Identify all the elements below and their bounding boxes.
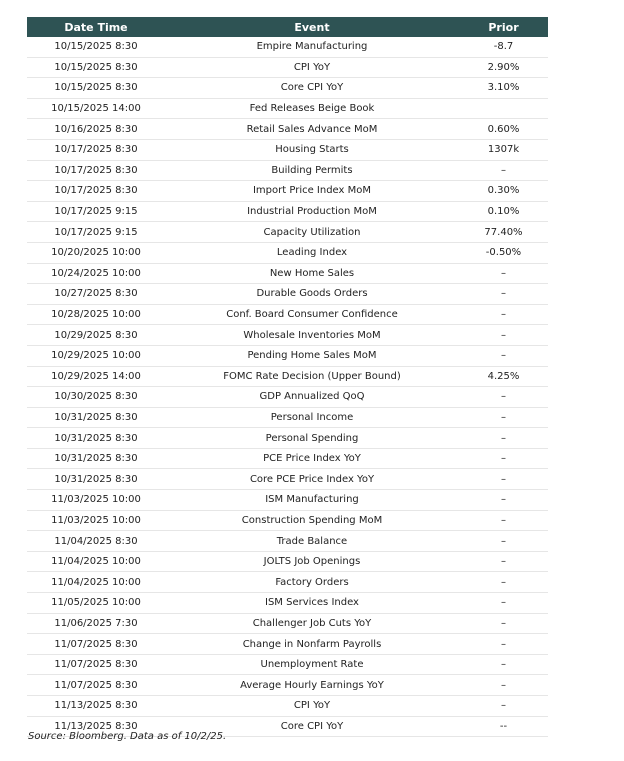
cell-event: ISM Manufacturing	[165, 490, 459, 511]
cell-date-time: 10/17/2025 8:30	[27, 139, 165, 160]
table-row	[27, 510, 548, 531]
cell-event: Average Hourly Earnings YoY	[165, 675, 459, 696]
table-row	[27, 201, 548, 222]
table-row	[27, 654, 548, 675]
table-row	[27, 613, 548, 634]
table-row	[27, 551, 548, 572]
cell-prior: 0.30%	[459, 181, 548, 202]
cell-date-time: 10/17/2025 8:30	[27, 160, 165, 181]
cell-date-time: 10/31/2025 8:30	[27, 428, 165, 449]
table-row	[27, 57, 548, 78]
cell-date-time: 11/07/2025 8:30	[27, 675, 165, 696]
cell-prior: –	[459, 407, 548, 428]
cell-event: Core PCE Price Index YoY	[165, 469, 459, 490]
cell-date-time: 11/04/2025 10:00	[27, 572, 165, 593]
table-row	[27, 119, 548, 140]
cell-prior: –	[459, 593, 548, 614]
column-header-event: Event	[165, 17, 459, 37]
cell-date-time: 10/15/2025 8:30	[27, 37, 165, 57]
cell-date-time: 10/17/2025 9:15	[27, 222, 165, 243]
cell-date-time: 10/15/2025 8:30	[27, 78, 165, 99]
table-row	[27, 78, 548, 99]
table-row	[27, 469, 548, 490]
cell-prior: 4.25%	[459, 366, 548, 387]
cell-event: Capacity Utilization	[165, 222, 459, 243]
cell-event: Core CPI YoY	[165, 716, 459, 737]
cell-prior: –	[459, 654, 548, 675]
cell-date-time: 10/31/2025 8:30	[27, 407, 165, 428]
cell-date-time: 10/17/2025 9:15	[27, 201, 165, 222]
table-body	[27, 37, 548, 737]
cell-event: Unemployment Rate	[165, 654, 459, 675]
column-header-date-time: Date Time	[27, 17, 165, 37]
table-row	[27, 490, 548, 511]
cell-prior: –	[459, 613, 548, 634]
cell-prior: –	[459, 428, 548, 449]
table-row	[27, 222, 548, 243]
table-row	[27, 242, 548, 263]
economic-calendar	[27, 17, 548, 737]
cell-date-time: 10/31/2025 8:30	[27, 448, 165, 469]
header-row	[27, 17, 548, 37]
cell-prior: –	[459, 160, 548, 181]
cell-date-time: 11/06/2025 7:30	[27, 613, 165, 634]
cell-event: Import Price Index MoM	[165, 181, 459, 202]
table-row	[27, 572, 548, 593]
cell-event: Conf. Board Consumer Confidence	[165, 304, 459, 325]
cell-prior: –	[459, 490, 548, 511]
cell-prior: –	[459, 531, 548, 552]
cell-prior: 3.10%	[459, 78, 548, 99]
cell-date-time: 11/03/2025 10:00	[27, 510, 165, 531]
column-header-prior: Prior	[459, 17, 548, 37]
table-row	[27, 675, 548, 696]
cell-event: Construction Spending MoM	[165, 510, 459, 531]
cell-date-time: 10/28/2025 10:00	[27, 304, 165, 325]
table-row	[27, 325, 548, 346]
cell-event: JOLTS Job Openings	[165, 551, 459, 572]
cell-prior: –	[459, 448, 548, 469]
table-row	[27, 407, 548, 428]
cell-event: Leading Index	[165, 242, 459, 263]
cell-prior	[459, 98, 548, 119]
cell-date-time: 10/29/2025 14:00	[27, 366, 165, 387]
table-row	[27, 181, 548, 202]
cell-event: Trade Balance	[165, 531, 459, 552]
table-row	[27, 448, 548, 469]
table-row	[27, 37, 548, 57]
cell-prior: –	[459, 675, 548, 696]
cell-prior: –	[459, 284, 548, 305]
cell-event: CPI YoY	[165, 696, 459, 717]
cell-event: Core CPI YoY	[165, 78, 459, 99]
cell-date-time: 10/15/2025 8:30	[27, 57, 165, 78]
cell-event: Personal Spending	[165, 428, 459, 449]
cell-date-time: 10/27/2025 8:30	[27, 284, 165, 305]
cell-prior: –	[459, 572, 548, 593]
cell-date-time: 11/03/2025 10:00	[27, 490, 165, 511]
cell-date-time: 11/13/2025 8:30	[27, 716, 165, 737]
table-row	[27, 139, 548, 160]
cell-prior: 2.90%	[459, 57, 548, 78]
cell-prior: –	[459, 387, 548, 408]
cell-prior: 0.10%	[459, 201, 548, 222]
cell-prior: 1307k	[459, 139, 548, 160]
cell-date-time: 10/20/2025 10:00	[27, 242, 165, 263]
table-header	[27, 17, 548, 37]
cell-date-time: 10/15/2025 14:00	[27, 98, 165, 119]
cell-prior: –	[459, 304, 548, 325]
cell-event: Building Permits	[165, 160, 459, 181]
table-row	[27, 345, 548, 366]
cell-date-time: 10/29/2025 8:30	[27, 325, 165, 346]
table-row	[27, 304, 548, 325]
table-row	[27, 634, 548, 655]
table-row	[27, 160, 548, 181]
cell-prior: –	[459, 510, 548, 531]
cell-prior: –	[459, 696, 548, 717]
table-row	[27, 387, 548, 408]
cell-event: Pending Home Sales MoM	[165, 345, 459, 366]
cell-date-time: 10/30/2025 8:30	[27, 387, 165, 408]
cell-date-time: 10/24/2025 10:00	[27, 263, 165, 284]
cell-date-time: 10/16/2025 8:30	[27, 119, 165, 140]
cell-event: Challenger Job Cuts YoY	[165, 613, 459, 634]
cell-event: Retail Sales Advance MoM	[165, 119, 459, 140]
cell-event: Change in Nonfarm Payrolls	[165, 634, 459, 655]
cell-prior: –	[459, 551, 548, 572]
cell-event: Personal Income	[165, 407, 459, 428]
cell-prior: -8.7	[459, 37, 548, 57]
cell-prior: 0.60%	[459, 119, 548, 140]
cell-prior: –	[459, 469, 548, 490]
cell-event: Empire Manufacturing	[165, 37, 459, 57]
cell-prior: --	[459, 716, 548, 737]
cell-event: FOMC Rate Decision (Upper Bound)	[165, 366, 459, 387]
table-row	[27, 593, 548, 614]
source-note: Source: Bloomberg. Data as of 10/2/25.	[28, 731, 227, 742]
table-row	[27, 366, 548, 387]
cell-event: ISM Services Index	[165, 593, 459, 614]
cell-event: Wholesale Inventories MoM	[165, 325, 459, 346]
table-row	[27, 284, 548, 305]
cell-date-time: 11/07/2025 8:30	[27, 654, 165, 675]
cell-event: PCE Price Index YoY	[165, 448, 459, 469]
table-row	[27, 263, 548, 284]
table-row	[27, 696, 548, 717]
cell-date-time: 11/04/2025 10:00	[27, 551, 165, 572]
cell-event: CPI YoY	[165, 57, 459, 78]
cell-date-time: 10/17/2025 8:30	[27, 181, 165, 202]
cell-date-time: 11/05/2025 10:00	[27, 593, 165, 614]
cell-event: Fed Releases Beige Book	[165, 98, 459, 119]
cell-prior: 77.40%	[459, 222, 548, 243]
cell-prior: -0.50%	[459, 242, 548, 263]
table-row	[27, 98, 548, 119]
table-row	[27, 428, 548, 449]
cell-prior: –	[459, 345, 548, 366]
cell-event: Durable Goods Orders	[165, 284, 459, 305]
cell-event: Housing Starts	[165, 139, 459, 160]
cell-date-time: 11/07/2025 8:30	[27, 634, 165, 655]
cell-date-time: 10/31/2025 8:30	[27, 469, 165, 490]
cell-event: New Home Sales	[165, 263, 459, 284]
cell-date-time: 11/13/2025 8:30	[27, 696, 165, 717]
cell-prior: –	[459, 325, 548, 346]
table-row	[27, 531, 548, 552]
cell-date-time: 11/04/2025 8:30	[27, 531, 165, 552]
cell-event: Factory Orders	[165, 572, 459, 593]
cell-prior: –	[459, 263, 548, 284]
economic-calendar-table	[27, 17, 548, 737]
cell-event: Industrial Production MoM	[165, 201, 459, 222]
cell-date-time: 10/29/2025 10:00	[27, 345, 165, 366]
cell-event: GDP Annualized QoQ	[165, 387, 459, 408]
cell-prior: –	[459, 634, 548, 655]
